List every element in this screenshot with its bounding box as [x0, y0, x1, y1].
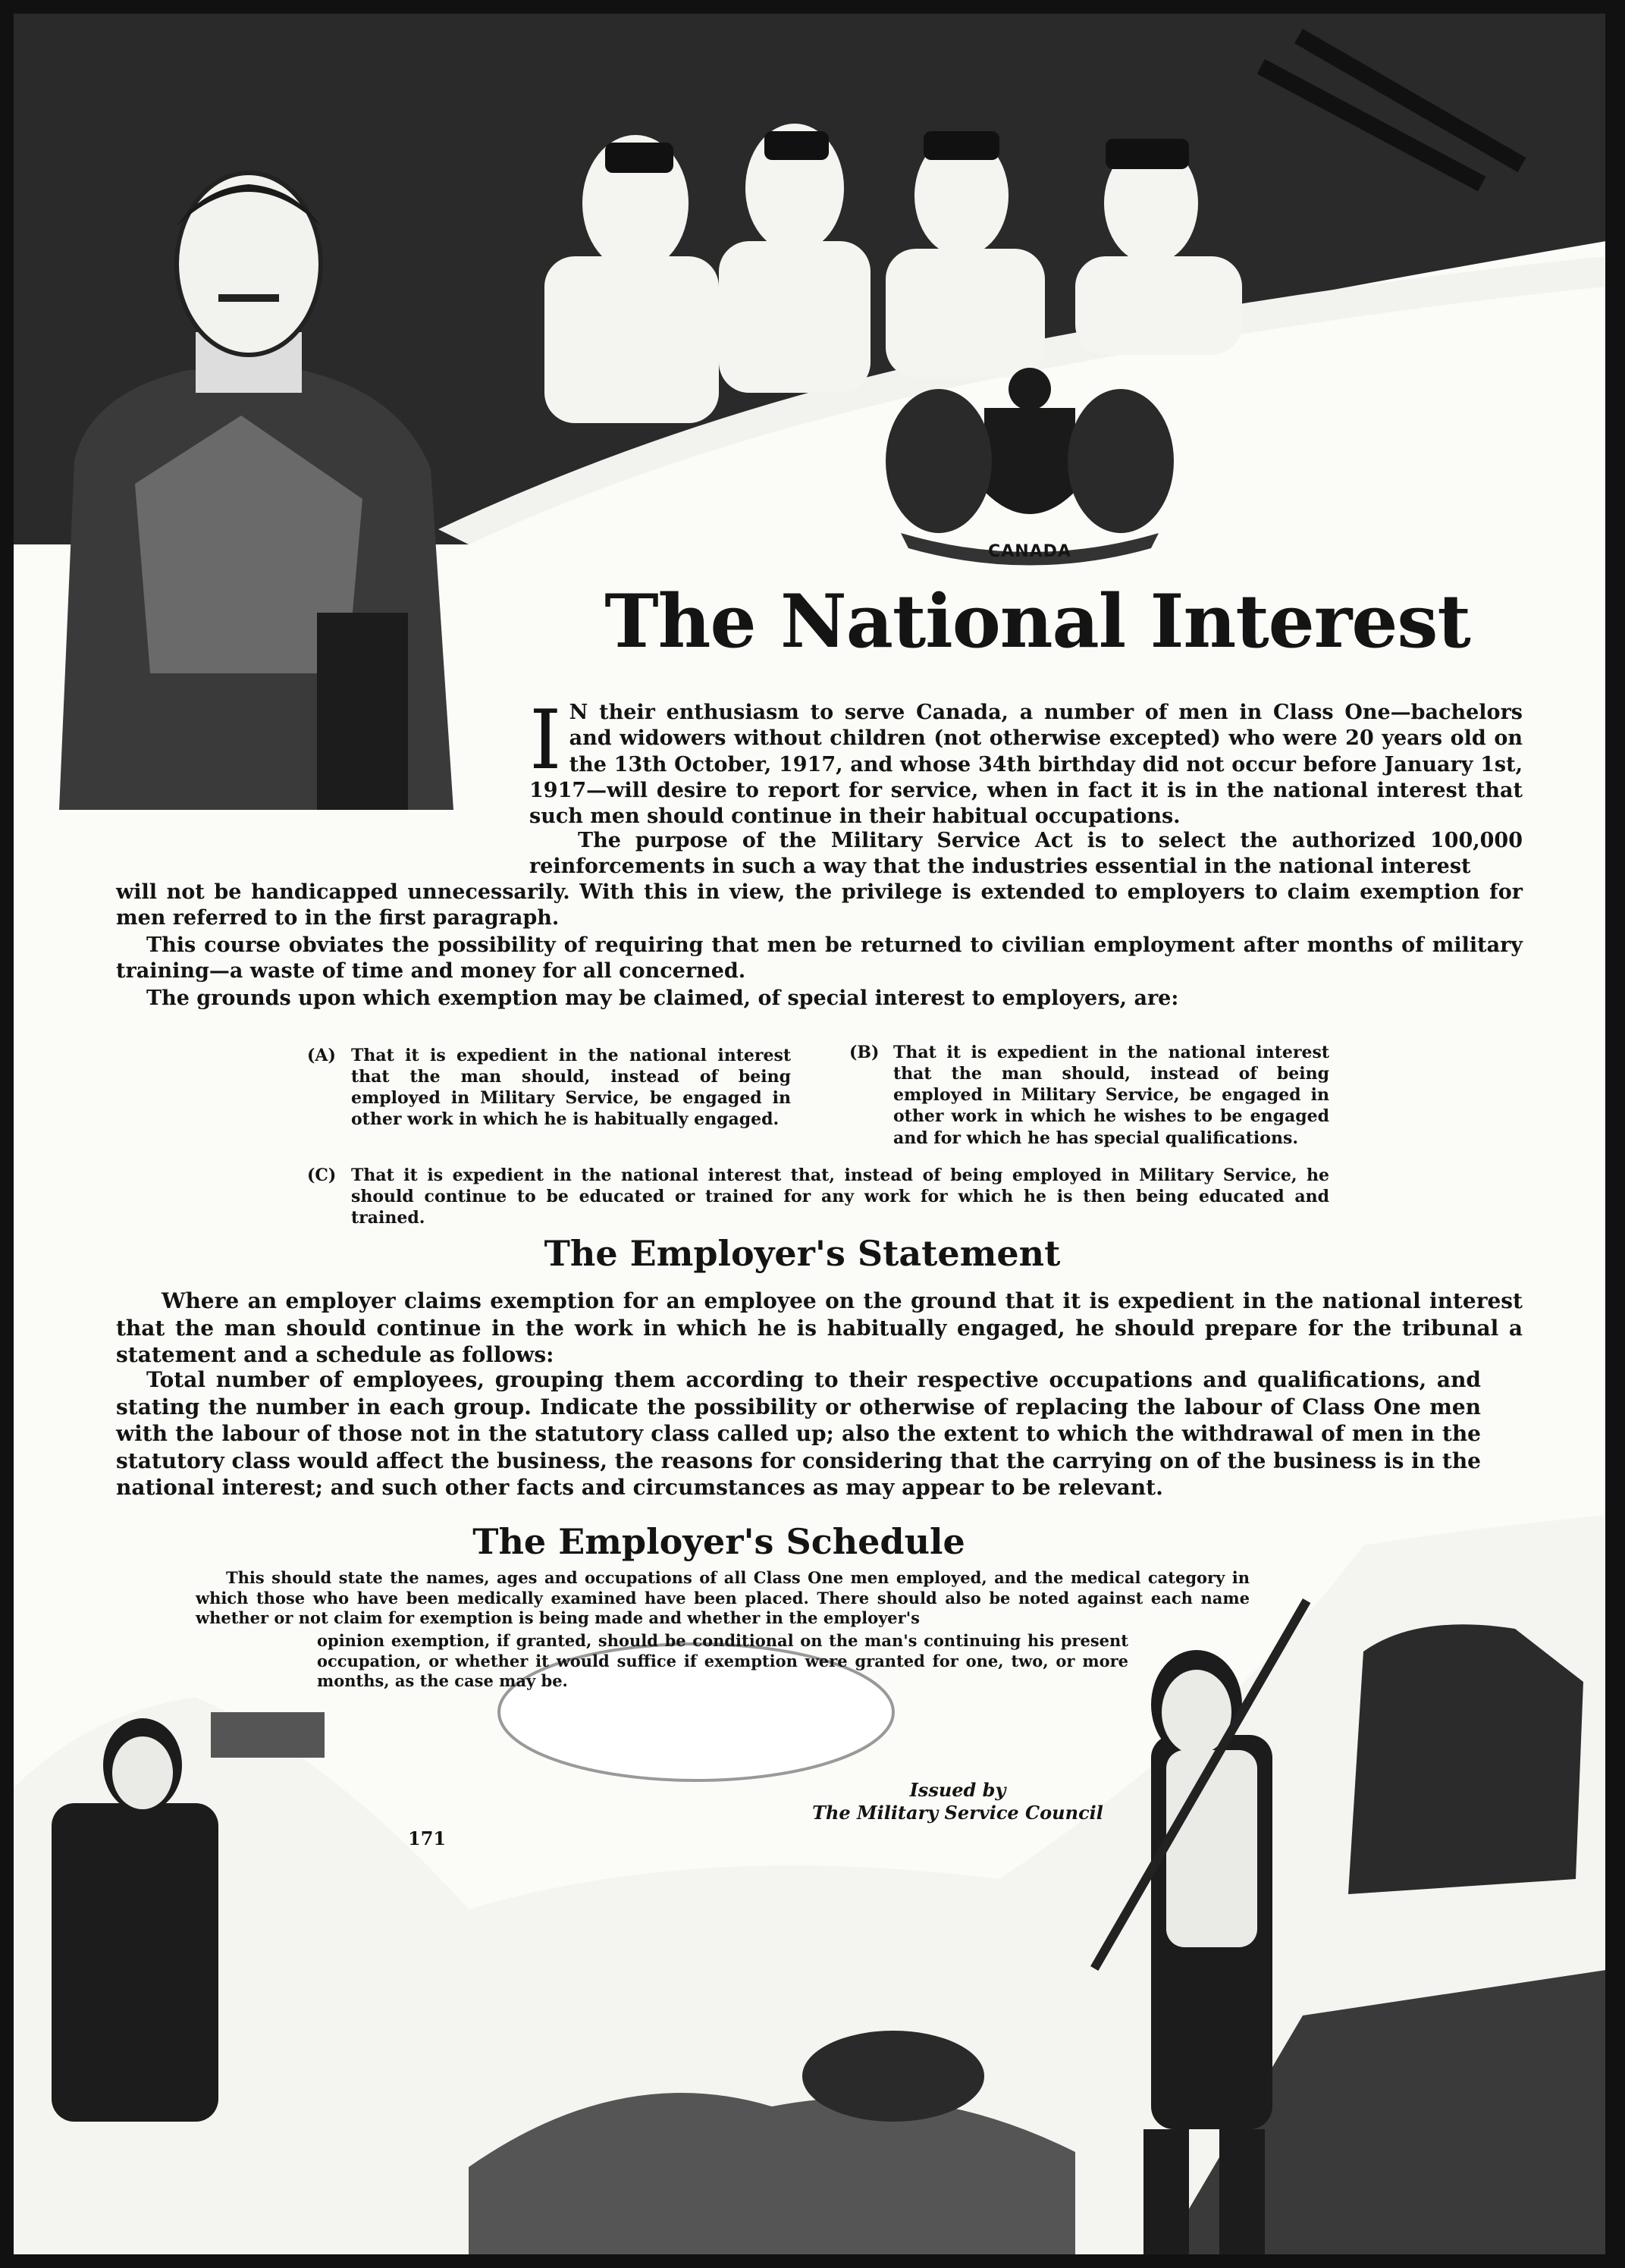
- intro-paragraph-1-text: N their enthusiasm to serve Canada, a number of men in Class One—bachelors and widowers without children (not otherwise excepted) who were 20 years old on the 13th October, 1917, and whose 34th birthday did not occur before January 1st, 1917—will desire to report for service, when in fact it is in the national interest that such men should continue in their habitual occupations.: [529, 701, 1523, 829]
- statement-heading: The Employer's Statement: [544, 1233, 1061, 1274]
- ground-c-label: (C): [307, 1165, 337, 1185]
- schedule-paragraph-2: opinion exemption, if granted, should be conditional on the man's continuing his present occupation, or whether it would suffice if exemption were granted for one, two, or more months, as the case may be.: [317, 1631, 1128, 1691]
- issuer-line-1: Issued by: [909, 1779, 1006, 1801]
- issuer-line-2: The Military Service Council: [812, 1802, 1103, 1824]
- intro-paragraph-4: The grounds upon which exemption may be claimed, of special interest to employers, are:: [146, 987, 1179, 1010]
- page-number: 171: [408, 1827, 447, 1849]
- ground-c: [307, 1165, 1329, 1228]
- crest-label: CANADA: [988, 542, 1071, 561]
- ground-b: [849, 1042, 1329, 1149]
- statement-paragraph-1: Where an employer claims exemption for an employee on the ground that it is expedient in the national interest that the man should continue in the work in which he is habitually engaged, he should prepare for the tribunal a statement and a schedule as follows:: [116, 1288, 1523, 1368]
- drop-cap: I: [529, 693, 562, 788]
- ground-b-label: (B): [849, 1043, 880, 1062]
- issuer-block: [795, 1779, 1121, 1824]
- soldier-portrait-illustration: [44, 143, 469, 810]
- page-title: The National Interest: [604, 579, 1470, 664]
- intro-paragraph-1: [529, 693, 1523, 830]
- ground-a-text: That it is expedient in the national interest that the man should, instead of being employed in Military Service, be engaged in other work in which he is habitually engaged.: [351, 1046, 791, 1130]
- ground-a: [307, 1045, 791, 1131]
- schedule-paragraph-1: This should state the names, ages and occupations of all Class One men employed, and the medical category in which those who have been medically examined have been placed. There should also be noted against each name whether or not claim for exemption is being made and whether in the employer's: [196, 1568, 1250, 1628]
- statement-paragraph-2: Total number of employees, grouping them according to their respective occupations and qualifications, and stating the number in each group. Indicate the possibility or otherwise of replacing the labour of Class One men with the labour of those not in the statutory class called up; also the extent to which the withdrawal of men in the statutory class would affect the business, the reasons for considering that the carrying on of the business is in the national interest; and such other facts and circumstances as may appear to be relevant.: [116, 1367, 1481, 1501]
- ground-c-text: That it is expedient in the national interest that, instead of being employed in Military Service, he should continue to be educated or trained for any work for which he is then being educated and trained.: [351, 1165, 1329, 1228]
- schedule-heading: The Employer's Schedule: [472, 1521, 965, 1562]
- intro-paragraph-2-continued: will not be handicapped unnecessarily. With this in view, the privilege is extended to employers to claim exemption for men referred to in the first paragraph.: [116, 880, 1523, 930]
- intro-paragraph-3: This course obviates the possibility of requiring that men be returned to civilian employment after months of military training—a waste of time and money for all concerned.: [116, 933, 1523, 983]
- ground-a-label: (A): [307, 1046, 336, 1065]
- intro-paragraph-2: The purpose of the Military Service Act is to select the authorized 100,000 reinforcements in such a way that the industries essential in the national interest: [529, 829, 1523, 879]
- ground-b-text: That it is expedient in the national interest that the man should, instead of being employed in Military Service, be engaged in other work in which he wishes to be engaged and for which he has special qualifications.: [893, 1043, 1329, 1148]
